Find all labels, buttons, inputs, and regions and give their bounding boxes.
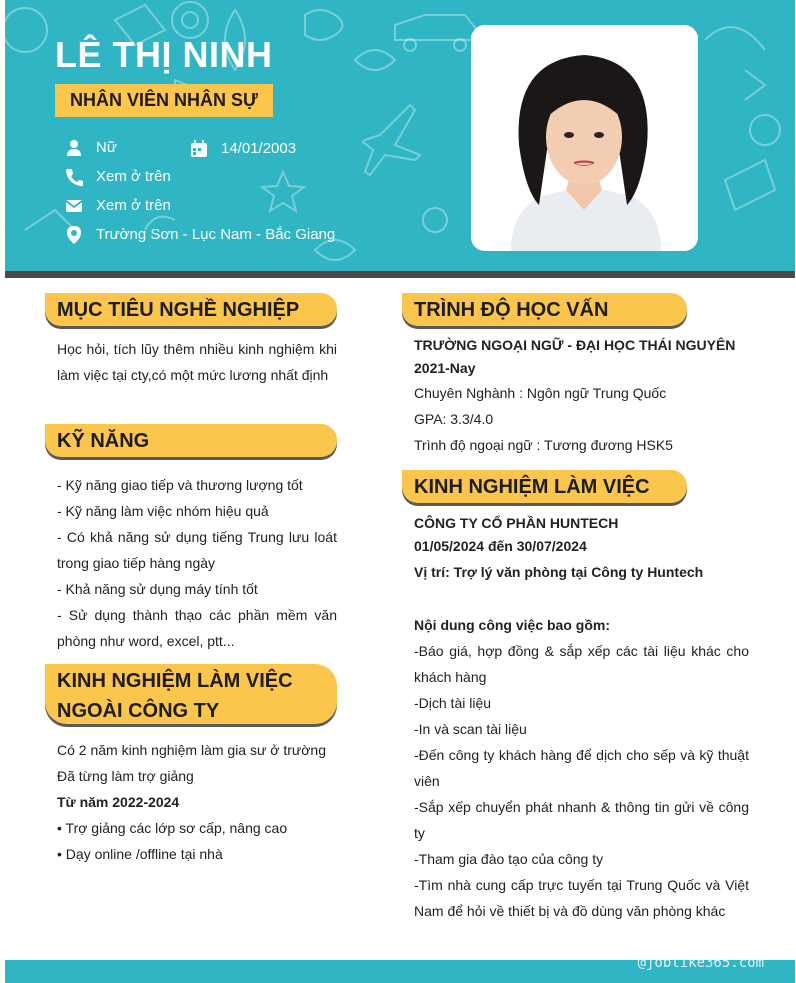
address-text: Trường Sơn - Lục Nam - Bắc Giang	[96, 226, 336, 243]
work-spacer	[414, 586, 749, 612]
outside-experience-line: Có 2 năm kinh nghiệm làm gia sư ở trường	[57, 742, 326, 758]
calendar-icon	[190, 140, 208, 158]
header-banner	[5, 0, 795, 271]
outside-experience-bullet: • Dạy online /offline tại nhà	[57, 846, 223, 862]
candidate-name: LÊ THỊ NINH	[55, 34, 273, 75]
education-language: Trình độ ngoại ngữ : Tương đương HSK5	[414, 437, 673, 453]
objective-text: Học hỏi, tích lũy thêm nhiều kinh nghiệm khi làm việc tại cty,có một mức lương nhất định	[57, 341, 337, 383]
skill-item: - Khả năng sử dụng máy tính tốt	[57, 581, 258, 597]
skill-item: - Sử dụng thành thạo các phần mềm văn phòng như word, excel, ptt...	[57, 607, 337, 649]
education-major: Chuyên Nghành : Ngôn ngữ Trung Quốc	[414, 385, 667, 401]
email-icon	[65, 197, 83, 215]
skills-heading: KỸ NĂNG	[45, 424, 337, 457]
work-task: -Dịch tài liệu	[414, 695, 492, 711]
gender-text: Nữ	[96, 139, 117, 156]
skills-list	[57, 472, 337, 654]
education-heading: TRÌNH ĐỘ HỌC VẤN	[402, 293, 687, 326]
work-task: -Tìm nhà cung cấp trực tuyến tại Trung Quốc và Việt Nam để hỏi về thiết bị và đồ dùng văn phòng khác	[414, 877, 749, 919]
skill-item: - Có khả năng sử dụng tiếng Trung lưu loát trong giao tiếp hàng ngày	[57, 529, 337, 571]
objective-heading: MỤC TIÊU NGHỀ NGHIỆP	[45, 293, 337, 326]
watermark-text: @joblike365.com	[637, 955, 764, 971]
email-text: Xem ở trên	[96, 197, 171, 214]
profile-photo	[471, 25, 698, 251]
education-gpa: GPA: 3.3/4.0	[414, 411, 494, 427]
work-company: CÔNG TY CỔ PHẦN HUNTECH	[414, 515, 619, 531]
header-divider	[5, 271, 795, 278]
phone-text: Xem ở trên	[96, 168, 171, 185]
work-tasks-heading: Nội dung công việc bao gồm:	[414, 617, 610, 633]
location-pin-icon	[65, 226, 83, 244]
outside-experience-bullet: • Trợ giảng các lớp sơ cấp, nâng cao	[57, 820, 288, 836]
birthdate-text: 14/01/2003	[221, 140, 297, 157]
outside-experience-body	[57, 737, 342, 867]
work-heading: KINH NGHIỆM LÀM VIỆC	[402, 470, 687, 503]
work-task: -Tham gia đào tạo của công ty	[414, 851, 604, 867]
education-body	[414, 334, 754, 458]
work-body	[414, 512, 749, 924]
education-years: 2021-Nay	[414, 360, 476, 376]
phone-icon	[65, 168, 83, 186]
outside-experience-period: Từ năm 2022-2024	[57, 794, 180, 810]
work-task: -Báo giá, hợp đồng & sắp xếp các tài liệu khác cho khách hàng	[414, 643, 749, 685]
skill-item: - Kỹ năng giao tiếp và thương lượng tốt	[57, 477, 303, 493]
portrait-illustration	[471, 25, 698, 251]
work-task: -Sắp xếp chuyển phát nhanh & thông tin gửi về công ty	[414, 799, 749, 841]
job-title-badge: NHÂN VIÊN NHÂN SỰ	[55, 84, 273, 117]
education-school: TRƯỜNG NGOẠI NGỮ - ĐẠI HỌC THÁI NGUYÊN	[414, 337, 736, 353]
outside-experience-heading: KINH NGHIỆM LÀM VIỆC NGOÀI CÔNG TY	[45, 664, 337, 724]
work-period: 01/05/2024 đến 30/07/2024	[414, 538, 587, 554]
outside-experience-line: Đã từng làm trợ giảng	[57, 768, 194, 784]
work-position: Vị trí: Trợ lý văn phòng tại Công ty Huntech	[414, 564, 704, 580]
person-icon	[65, 139, 83, 157]
skill-item: - Kỹ năng làm việc nhóm hiệu quả	[57, 503, 269, 519]
work-task: -In và scan tài liệu	[414, 721, 527, 737]
work-task: -Đến công ty khách hàng để dịch cho sếp và kỹ thuật viên	[414, 747, 749, 789]
